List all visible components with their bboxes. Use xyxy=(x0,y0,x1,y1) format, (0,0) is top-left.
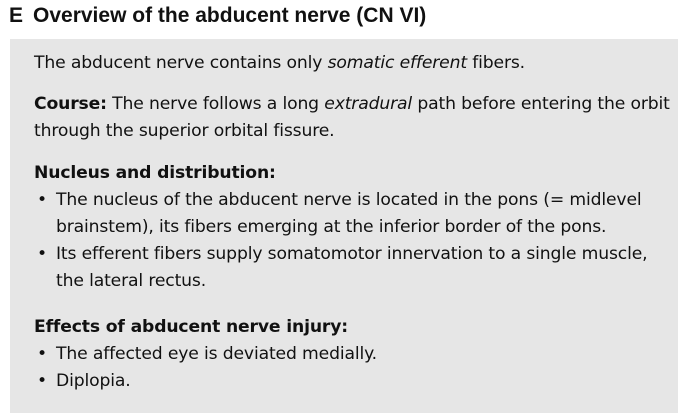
list-item-text: Its efferent fibers supply somatomotor innervation to a single muscle, the lateral rectus. xyxy=(56,244,648,291)
list-item xyxy=(34,187,670,241)
intro-paragraph xyxy=(34,50,670,77)
overview-box xyxy=(10,39,678,413)
course-paragraph xyxy=(34,91,670,145)
section-title: Overview of the abducent nerve (CN VI) xyxy=(33,4,427,27)
injury-list xyxy=(34,341,670,395)
bullet-icon: • xyxy=(37,190,47,210)
intro-text-italic: somatic efferent xyxy=(327,53,467,73)
injury-section xyxy=(34,314,670,395)
bullet-icon: • xyxy=(37,344,47,364)
list-item-text: Diplopia. xyxy=(56,371,131,391)
list-item xyxy=(34,241,670,295)
list-item xyxy=(34,341,670,368)
intro-text-after: fibers. xyxy=(466,53,525,73)
nucleus-list xyxy=(34,187,670,295)
list-item xyxy=(34,368,670,395)
section-heading xyxy=(9,3,426,29)
intro-text-before: The abducent nerve contains only xyxy=(34,53,328,73)
bullet-icon: • xyxy=(37,244,47,264)
course-text-after: path before entering the orbit through the superior orbital fissure. xyxy=(34,94,670,141)
nucleus-heading: Nucleus and distribution: xyxy=(34,163,276,183)
list-item-text: The nucleus of the abducent nerve is located in the pons (= midlevel brainstem), its fibers emerging at the inferior border of the pons. xyxy=(56,190,642,237)
bullet-icon: • xyxy=(37,371,47,391)
section-letter: E xyxy=(9,4,24,27)
injury-heading: Effects of abducent nerve injury: xyxy=(34,317,349,337)
course-text-before: The nerve follows a long xyxy=(106,94,325,114)
course-label: Course: xyxy=(34,94,107,114)
course-text-italic: extradural xyxy=(324,94,413,114)
nucleus-section xyxy=(34,160,670,295)
list-item-text: The affected eye is deviated medially. xyxy=(56,344,377,364)
